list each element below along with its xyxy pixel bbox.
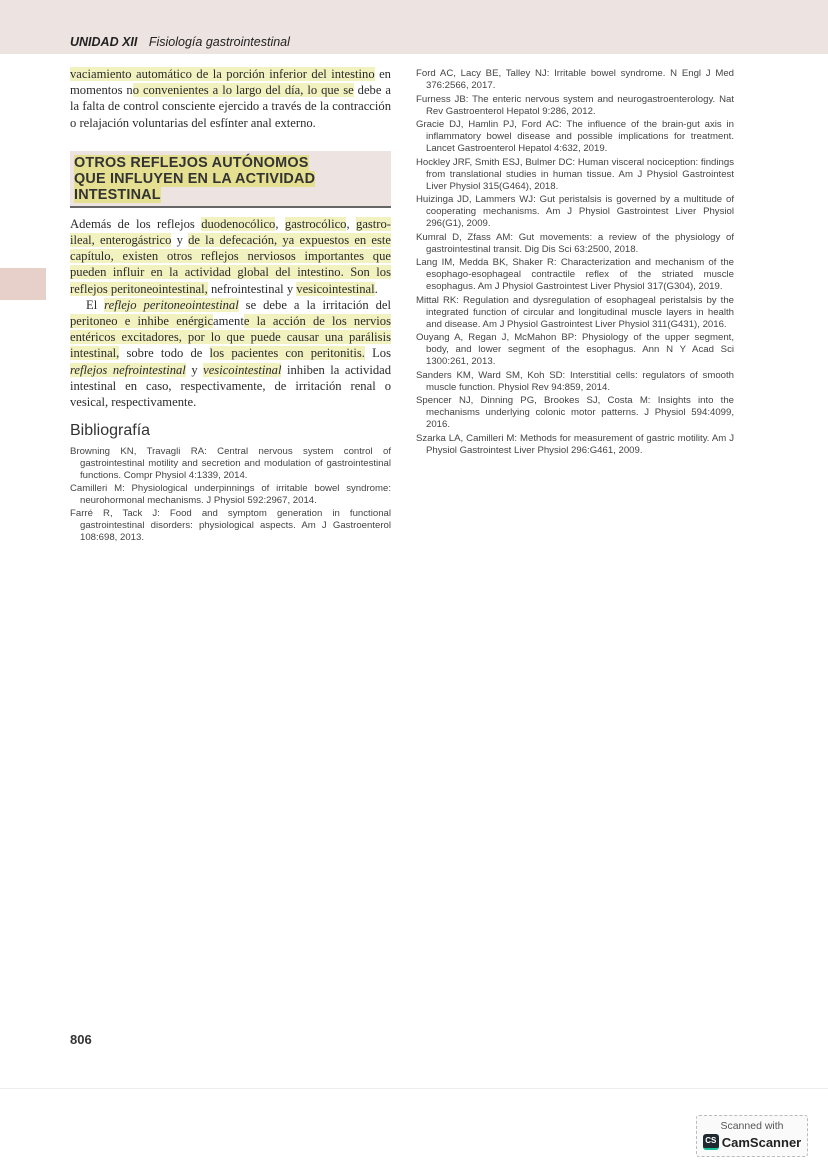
side-thumb-tab xyxy=(0,268,46,300)
paragraph-1 xyxy=(70,216,391,297)
reference-item: Spencer NJ, Dinning PG, Brookes SJ, Costa M: Insights into the mechanisms underlying colonic motor patterns. J Physiol 594:4099, 2016. xyxy=(416,395,734,430)
section-heading-line2: QUE INFLUYEN EN LA ACTIVIDAD xyxy=(74,170,316,187)
highlighted-text: vaciamiento automático de la porción inferior del intestino xyxy=(70,67,375,81)
unit-label: UNIDAD XII xyxy=(70,35,138,49)
text-run: El xyxy=(86,297,105,312)
right-reference-list xyxy=(416,68,734,457)
text-run: inhiben la actividad intestinal en caso, respectivamente, de irritación renal o vesical, respectivamente. xyxy=(70,362,392,410)
reference-item: Ford AC, Lacy BE, Talley NJ: Irritable bowel syndrome. N Engl J Med 376:2566, 2017. xyxy=(416,68,734,91)
text-run: Además de los reflejos xyxy=(70,216,202,231)
text-run: , xyxy=(275,216,285,231)
brand-row xyxy=(697,1134,807,1150)
highlighted-text: reflejo peritoneointestinal xyxy=(104,297,239,312)
text-run: nefrointestinal y xyxy=(207,281,297,296)
right-column xyxy=(416,68,734,458)
intro-paragraph xyxy=(70,66,391,131)
highlighted-text: vesicointestinal xyxy=(203,362,282,377)
camscanner-logo-icon: CS xyxy=(703,1134,719,1150)
camscanner-brand: CamScanner xyxy=(721,1134,802,1150)
highlighted-text: peritoneo e inhibe enérgic xyxy=(70,314,214,329)
reference-item: Farré R, Tack J: Food and symptom generation in functional gastrointestinal disorders: physiological aspects. Am J Gastroenterol 108:698, 2013. xyxy=(70,508,391,544)
footer-divider xyxy=(0,1088,828,1089)
text-run: sobre todo de xyxy=(119,346,210,361)
camscanner-watermark xyxy=(696,1115,808,1157)
section-heading-line1: OTROS REFLEJOS AUTÓNOMOS xyxy=(74,154,309,171)
highlighted-text: gastro-ileal, enterogástrico xyxy=(70,216,391,248)
text-run: se debe a la irritación del xyxy=(238,297,392,312)
page-number: 806 xyxy=(70,1032,92,1047)
reference-item: Furness JB: The enteric nervous system and neurogastroenterology. Nat Rev Gastroenterol Hepatol 9:286, 2012. xyxy=(416,93,734,117)
highlighted-text: gastrocólico xyxy=(284,216,347,231)
reference-item: Sanders KM, Ward SM, Koh SD: Interstitial cells: regulators of smooth muscle function. Physiol Rev 94:859, 2014. xyxy=(416,369,734,393)
reference-item: Lang IM, Medda BK, Shaker R: Characterization and mechanism of the esophago-esophageal contractile reflex of the striated muscle esophagus. Am J Physiol Gastrointest Liver Physiol 317(G304), 2019. xyxy=(416,257,734,292)
text-run: debe a la falta de control consciente ejercido a través de la contracción o relajación voluntarias del esfínter anal externo. xyxy=(70,83,391,130)
text-run: y xyxy=(185,362,204,377)
left-reference-list xyxy=(70,446,391,544)
reference-item: Gracie DJ, Hamlin PJ, Ford AC: The influence of the brain-gut axis in inflammatory bowel disease and possible implications for treatment. Lancet Gastroenterol Hepatol 4:632, 2019. xyxy=(416,119,734,154)
paragraph-2 xyxy=(70,297,391,410)
text-run: y xyxy=(171,233,189,248)
highlighted-text: vesicointestinal xyxy=(296,281,375,296)
reference-item: Szarka LA, Camilleri M: Methods for measurement of gastric motility. Am J Physiol Gastrointest Liver Physiol 296:G461, 2009. xyxy=(416,432,734,456)
scanned-with-label: Scanned with xyxy=(720,1120,784,1132)
section-heading-line3: INTESTINAL xyxy=(74,186,161,203)
highlighted-text: o convenientes a lo largo del día, lo que se xyxy=(132,83,354,98)
highlighted-text: reflejos nefrointestinal xyxy=(70,362,186,377)
bibliography-title: Bibliografía xyxy=(70,422,151,440)
reference-item: Ouyang A, Regan J, McMahon BP: Physiology of the upper segment, body, and lower segment of the esophagus. Ann N Y Acad Sci 1300:261, 2013. xyxy=(416,332,734,367)
reference-item: Browning KN, Travagli RA: Central nervous system control of gastrointestinal motility and secretion and modulation of gastrointestinal functions. Compr Physiol 4:1339, 2014. xyxy=(70,446,391,482)
text-run: Los xyxy=(364,346,391,361)
reference-item: Mittal RK: Regulation and dysregulation of esophageal peristalsis by the integrated function of circular and longitudinal muscle layers in health and disease. Am J Physiol Gastrointest Liver Physiol 311(G431), 2016. xyxy=(416,294,734,330)
running-head xyxy=(70,35,290,49)
reference-item: Camilleri M: Physiological underpinnings of irritable bowel syndrome: neurohormonal mechanisms. J Physiol 592:2967, 2014. xyxy=(70,483,391,507)
chapter-title: Fisiología gastrointestinal xyxy=(148,35,290,49)
section-heading xyxy=(70,151,391,208)
text-run: ament xyxy=(213,314,244,329)
highlighted-text: duodenocólico xyxy=(201,216,276,231)
highlighted-text: estinal, xyxy=(83,346,120,361)
text-run: en momentos n xyxy=(70,67,391,98)
text-run: , xyxy=(346,216,357,231)
highlighted-text: de la defecación, ya expuestos en este capítulo, existen otros reflejos nerviosos importantes que pueden influir en la actividad global del intestino. Son los reflejos peritoneointestinal, xyxy=(70,233,392,296)
highlighted-text: los pacientes con peritonitis. xyxy=(209,346,365,361)
reference-item: Kumral D, Zfass AM: Gut movements: a review of the physiology of gastrointestinal transit. Dig Dis Sci 63:2500, 2018. xyxy=(416,231,734,255)
reference-item: Hockley JRF, Smith ESJ, Bulmer DC: Human visceral nociception: findings from translational studies in human tissue. Am J Physiol Gastrointest Liver Physiol 315(G464), 2018. xyxy=(416,156,734,192)
reference-item: Huizinga JD, Lammers WJ: Gut peristalsis is governed by a multitude of cooperating mechanisms. Am J Physiol Gastrointest Liver Physiol 296(G1), 2009. xyxy=(416,194,734,229)
left-column xyxy=(70,66,391,545)
highlighted-text: e la acción de los nervios entéricos excitadores, por lo que puede causar una parálisis int xyxy=(70,314,391,361)
text-run: . xyxy=(374,281,378,296)
